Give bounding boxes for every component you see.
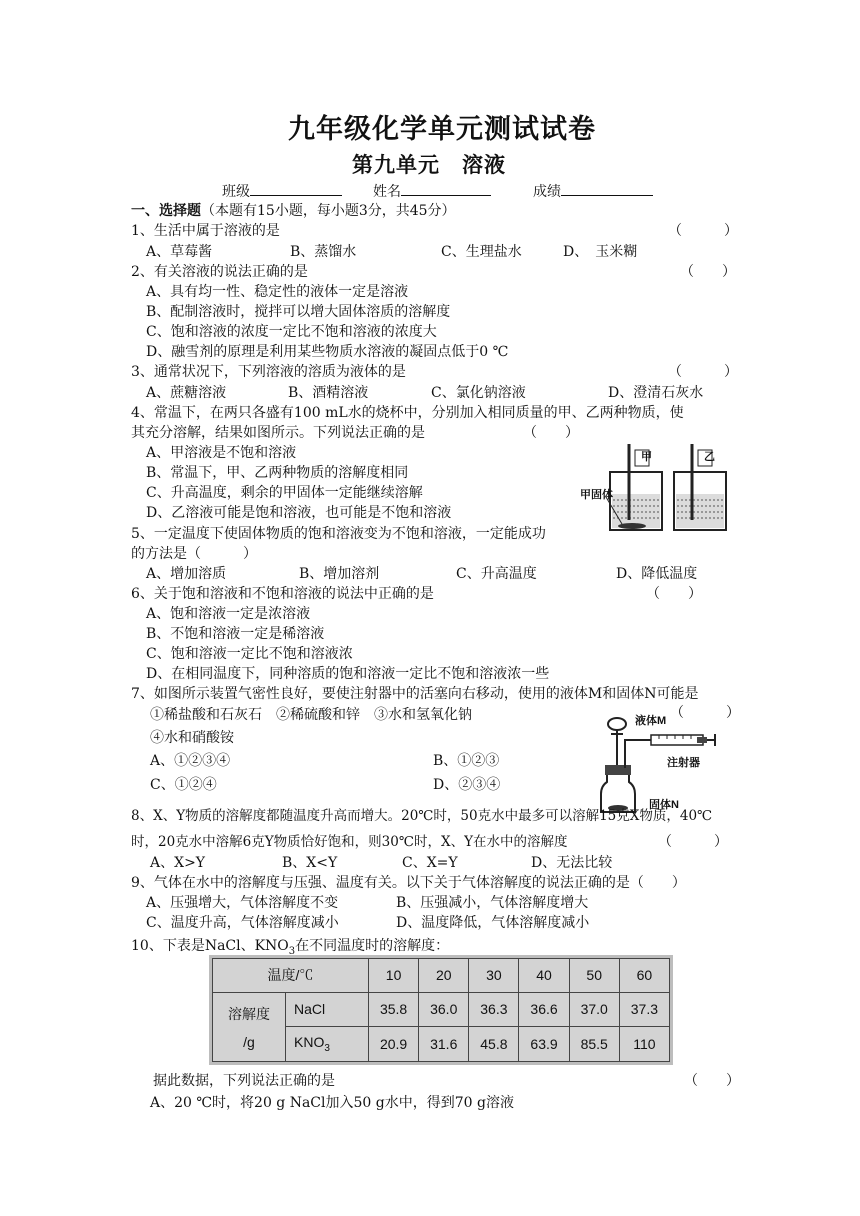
q5-stem-line2: 的方法是（ ） [131,546,257,562]
class-blank[interactable] [250,181,342,196]
q4-stem-line1: 4、常温下，在两只各盛有100 mL水的烧杯中，分别加入相同质量的甲、乙两种物质，使 [131,405,684,421]
q7-option-d: D、②③④ [433,777,501,793]
table-kno3-subscript: 3 [324,1043,330,1055]
q10-stem-text: 10、下表是NaCl、KNO [131,938,289,954]
q8-option-d: D、无法比较 [531,855,613,871]
q4-option-a: A、甲溶液是不饱和溶液 [146,445,297,461]
table-nacl-label: NaCl [286,992,369,1027]
q7-stem: 7、如图所示装置气密性良好，要使注射器中的活塞向右移动，使用的液体M和固体N可能是 [131,686,699,702]
q3-option-d: D、澄清石灰水 [608,385,704,401]
q8-stem-line1: 8、X、Y物质的溶解度都随温度升高而增大。20℃时，50克水中最多可以溶解15克X物质，40℃ [131,808,713,824]
q2-option-a: A、具有均一性、稳定性的液体一定是溶液 [146,284,409,300]
score-blank[interactable] [561,181,653,196]
q1-stem: 1、生活中属于溶液的是 [131,223,280,239]
q1-option-c: C、生理盐水 [441,244,522,260]
q9-option-c: C、温度升高，气体溶解度减小 [146,915,339,931]
q6-option-d: D、在相同温度下，同种溶质的饱和溶液一定比不饱和溶液浓一些 [146,666,550,682]
q7-items-line2: ④水和硝酸铵 [150,730,234,746]
score-label: 成绩 [533,184,561,200]
q2-option-b: B、配制溶液时，搅拌可以增大固体溶质的溶解度 [146,304,451,320]
solubility-table [212,958,670,1062]
table-header-temperature: 温度/℃ [213,959,369,993]
q2-answer-paren[interactable]: （ ） [680,264,736,280]
section-note: （本题有15小题，每小题3分，共45分） [201,203,456,219]
score-field [533,181,653,202]
q9-option-b: B、压强减小，气体溶解度增大 [396,895,589,911]
name-field [373,181,491,202]
table-nacl-cell: 37.3 [619,992,669,1027]
q9-option-d: D、温度降低，气体溶解度减小 [396,915,590,931]
q4-option-b: B、常温下，甲、乙两种物质的溶解度相同 [146,465,409,481]
q5-option-d: D、降低温度 [616,566,698,582]
table-row-label-line2: /g [243,1033,255,1050]
class-label: 班级 [222,184,250,200]
q7-option-a: A、①②③④ [150,753,231,769]
q10-stem-tail: 在不同温度时的溶解度： [295,938,450,954]
q4-stem-line2: 其充分溶解，结果如图所示。下列说法正确的是 [131,425,425,441]
q6-stem: 6、关于饱和溶液和不饱和溶液的说法中正确的是 [131,586,434,602]
table-nacl-cell: 37.0 [569,992,619,1027]
q6-option-a: A、饱和溶液一定是浓溶液 [146,606,311,622]
class-field [222,181,342,202]
table-temp-cell: 50 [569,959,619,993]
q6-option-c: C、饱和溶液一定比不饱和溶液浓 [146,646,353,662]
q9-option-a: A、压强增大，气体溶解度不变 [146,895,339,911]
q6-answer-paren[interactable]: （ ） [646,586,702,602]
q10-stem-subscript: 3 [288,945,296,957]
q2-stem: 2、有关溶液的说法正确的是 [131,264,308,280]
q5-option-a: A、增加溶质 [146,566,227,582]
q4-option-c: C、升高温度，剩余的甲固体一定能继续溶解 [146,485,423,501]
q3-option-c: C、氯化钠溶液 [431,385,526,401]
q1-answer-paren[interactable]: （ ） [668,223,738,239]
table-temp-cell: 60 [619,959,669,993]
q3-answer-paren[interactable]: （ ） [668,364,738,380]
q7-answer-paren[interactable]: （ ） [670,705,740,721]
label-jia: 甲 [641,451,652,463]
label-syringe: 注射器 [667,757,700,769]
table-temp-cell: 30 [469,959,519,993]
q8-option-a: A、X>Y [150,855,206,871]
section-title: 一、选择题 [131,203,201,219]
page-subtitle: 第九单元 溶液 [352,152,506,177]
label-solid-n: 固体N [649,799,679,811]
q10-after-text: 据此数据，下列说法正确的是 [153,1073,335,1089]
q8-stem-line2: 时，20克水中溶解6克Y物质恰好饱和，则30℃时，X、Y在水中的溶解度 [131,834,568,850]
q4-option-d: D、乙溶液可能是饱和溶液，也可能是不饱和溶液 [146,505,452,521]
table-nacl-cell: 36.3 [469,992,519,1027]
page-title: 九年级化学单元测试试卷 [288,114,596,145]
table-row-label [213,992,286,1061]
q7-option-c: C、①②④ [150,777,217,793]
table-kno3-text: KNO [294,1034,325,1051]
table-kno3-cell: 63.9 [519,1027,569,1062]
table-kno3-cell: 31.6 [419,1027,469,1062]
table-nacl-cell: 35.8 [369,992,419,1027]
table-temp-cell: 20 [419,959,469,993]
table-kno3-cell: 110 [619,1027,669,1062]
q10-answer-paren[interactable]: （ ） [684,1073,740,1089]
table-kno3-cell: 85.5 [569,1027,619,1062]
name-blank[interactable] [401,181,491,196]
q8-option-b: B、X<Y [282,855,338,871]
name-label: 姓名 [373,184,401,200]
q7-items-line1: ①稀盐酸和石灰石 ②稀硫酸和锌 ③水和氢氧化钠 [150,707,472,723]
q1-option-b: B、蒸馏水 [290,244,357,260]
q8-answer-paren[interactable]: （ ） [658,834,728,850]
q3-option-b: B、酒精溶液 [288,385,369,401]
table-nacl-cell: 36.6 [519,992,569,1027]
label-jia-solid: 甲固体 [580,489,613,501]
table-temp-cell: 40 [519,959,569,993]
q5-stem-line1: 5、一定温度下使固体物质的饱和溶液变为不饱和溶液，一定能成功 [131,526,546,542]
table-kno3-cell: 20.9 [369,1027,419,1062]
q5-option-c: C、升高温度 [456,566,537,582]
q9-stem: 9、气体在水中的溶解度与压强、温度有关。以下关于气体溶解度的说法正确的是（ ） [131,875,686,891]
q5-option-b: B、增加溶剂 [299,566,380,582]
label-liquid-m: 液体M [635,715,667,727]
q2-option-c: C、饱和溶液的浓度一定比不饱和溶液的浓度大 [146,324,437,340]
q4-answer-paren[interactable]: （ ） [523,425,579,441]
q6-option-b: B、不饱和溶液一定是稀溶液 [146,626,325,642]
table-nacl-cell: 36.0 [419,992,469,1027]
beakers-figure [580,442,730,534]
q7-option-b: B、①②③ [433,753,500,769]
q2-option-d: D、融雪剂的原理是利用某些物质水溶液的凝固点低于0 ℃ [146,344,509,360]
section-heading [131,201,456,221]
syringe-apparatus-figure [585,710,725,815]
q3-option-a: A、蔗糖溶液 [146,385,227,401]
label-yi: 乙 [704,451,715,463]
q10-option-a: A、20 ℃时，将20 g NaCl加入50 g水中，得到70 g溶液 [150,1095,514,1111]
table-kno3-label [286,1027,369,1062]
table-temp-cell: 10 [369,959,419,993]
q3-stem: 3、通常状况下，下列溶液的溶质为液体的是 [131,364,406,380]
q8-option-c: C、X=Y [402,855,458,871]
q1-option-d: D、 玉米糊 [563,244,638,260]
table-kno3-cell: 45.8 [469,1027,519,1062]
table-row-label-line1: 溶解度 [228,1005,270,1022]
q1-option-a: A、草莓酱 [146,244,213,260]
